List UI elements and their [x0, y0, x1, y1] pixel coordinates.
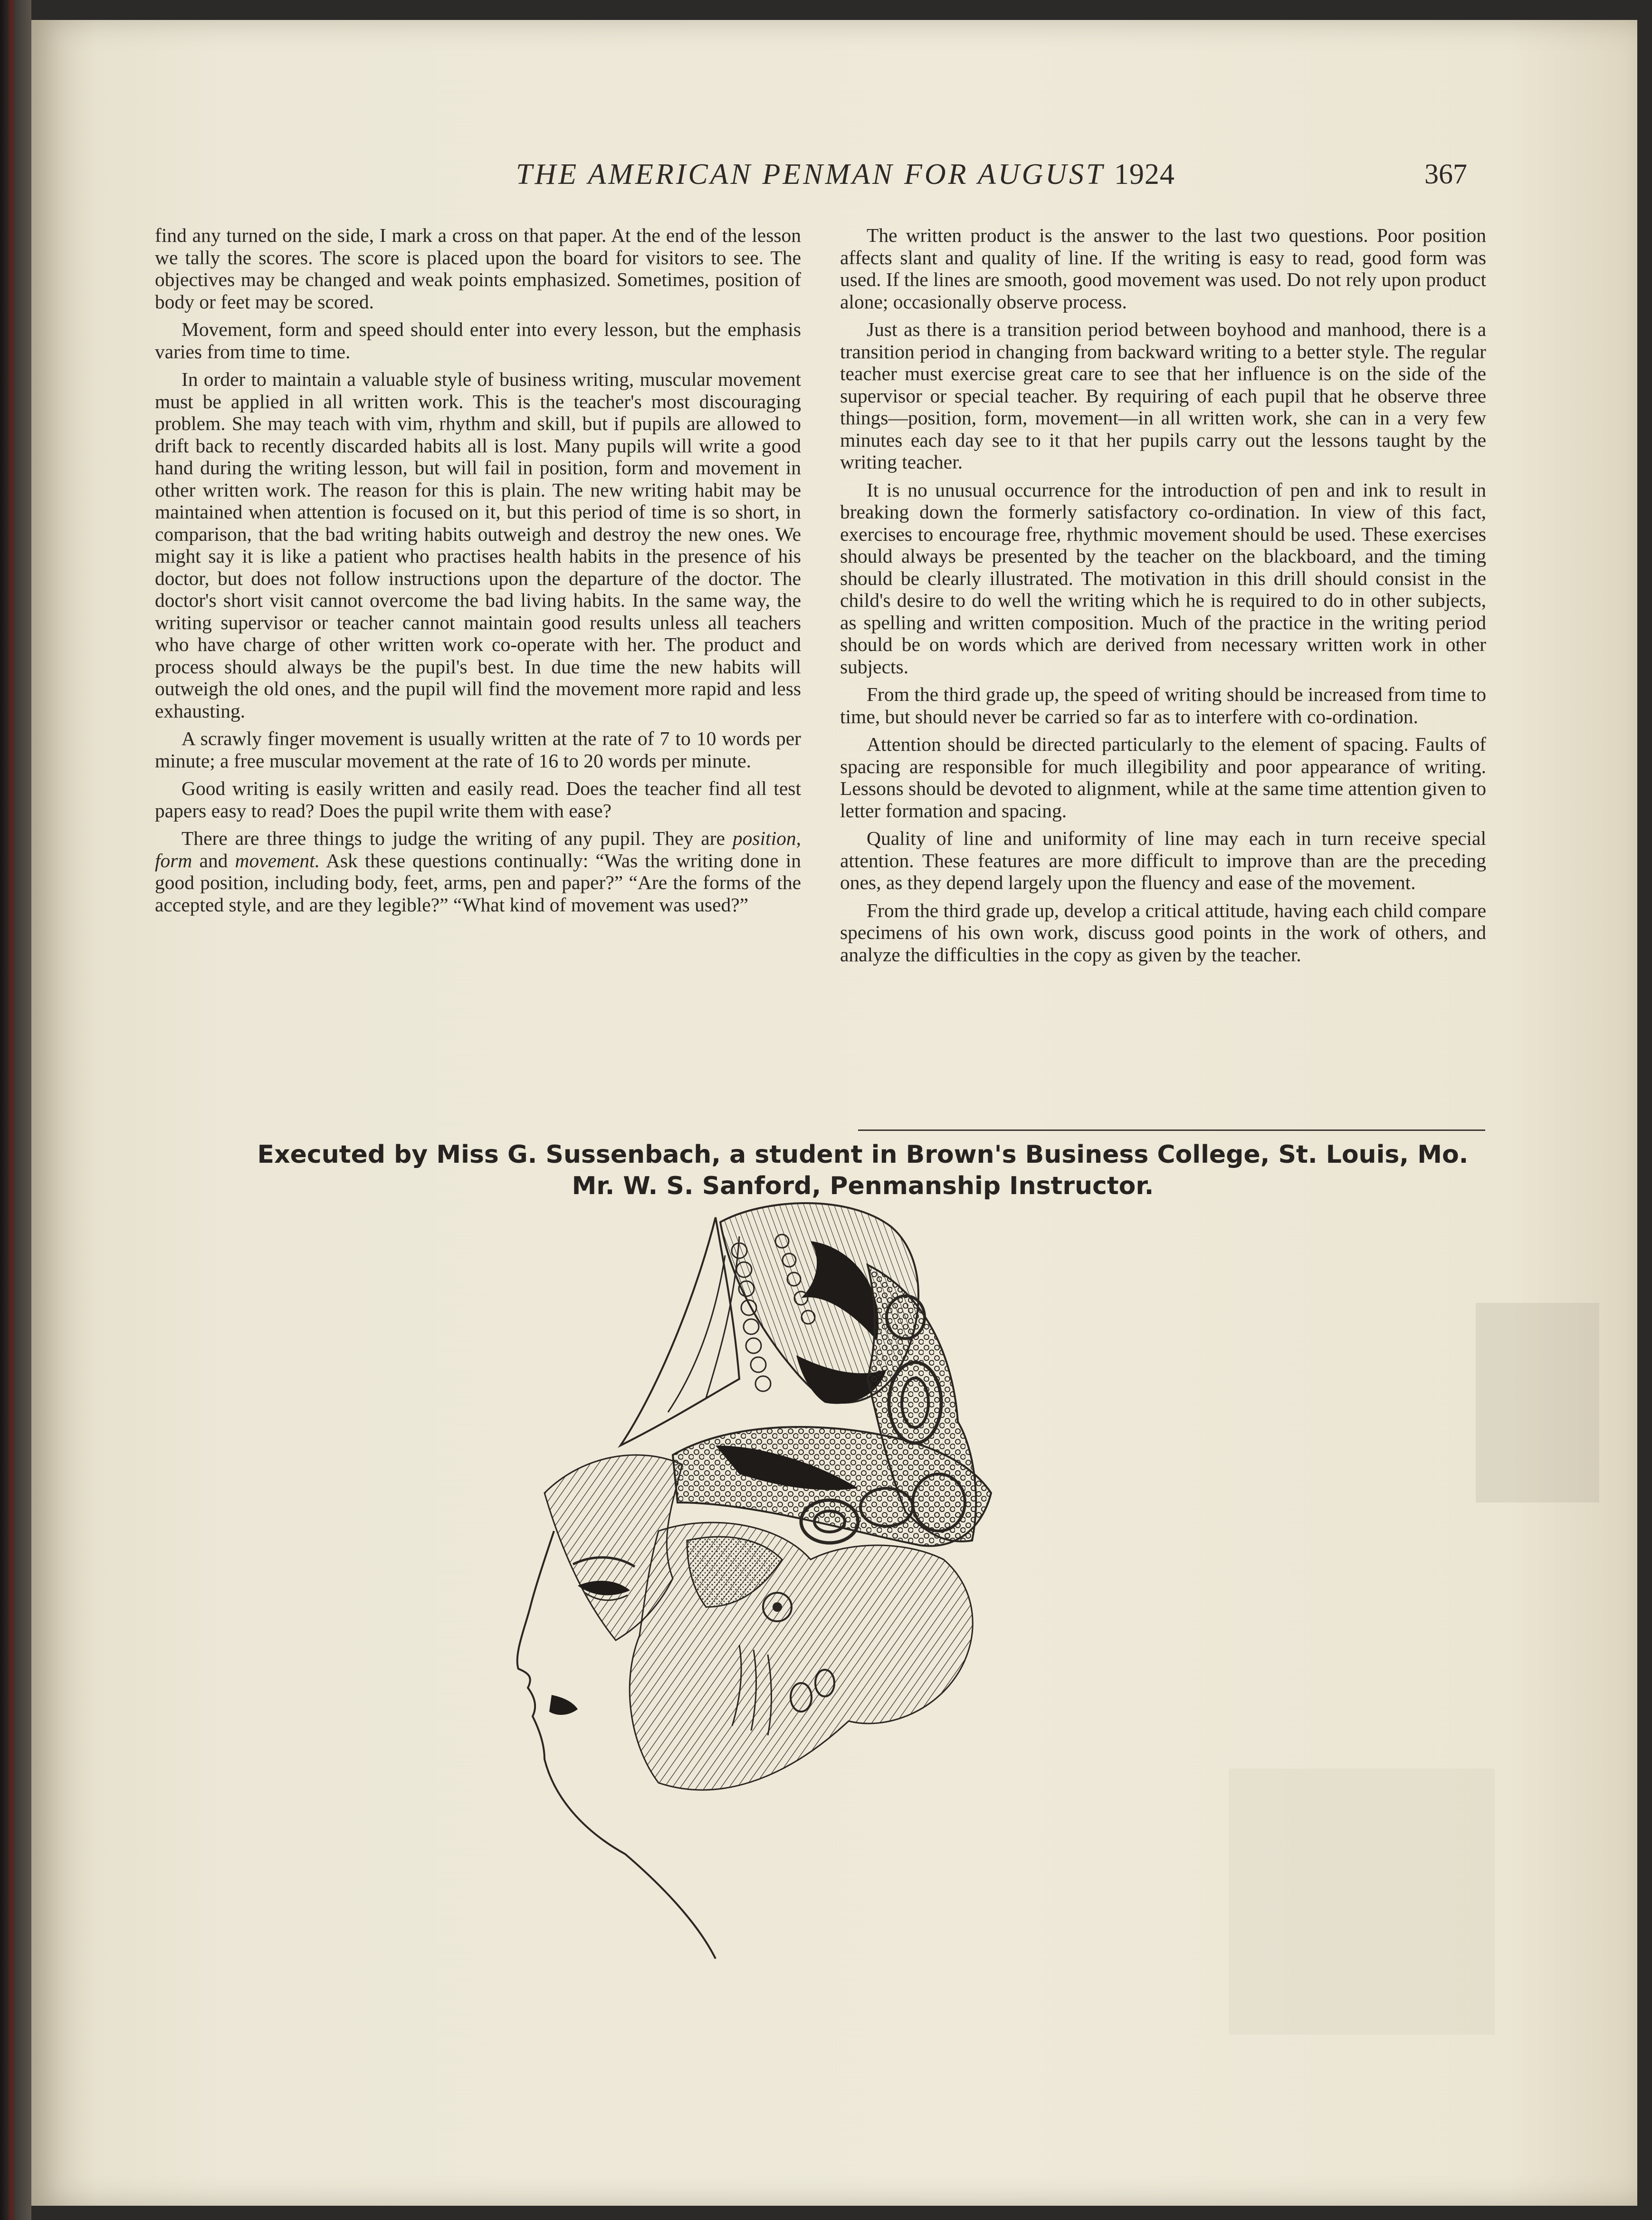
right-column [840, 224, 1486, 971]
paragraph: The written product is the answer to the last two questions. Poor position affects slant and quality of line. If the writing is easy to read, good form was used. If the lines are smooth, good movement was used. Do not rely upon product alone; occasionally observe process. [840, 224, 1486, 313]
magazine-page [31, 20, 1637, 2206]
paragraph: find any turned on the side, I mark a cross on that paper. At the end of the lesson we tally the scores. The score is placed upon the board for visitors to see. The objectives may be changed and weak points emphasized. Sometimes, position of body or feet may be scored. [155, 224, 801, 313]
left-column [155, 224, 801, 921]
paragraph: Attention should be directed particularly to the element of spacing. Faults of spacing are responsible for much illegibility and poor appearance of writing. Lessons should be devoted to alignment, while at the same time attention given to letter formation and spacing. [840, 733, 1486, 822]
criteria-and: and [192, 849, 235, 871]
header-year: 1924 [1114, 158, 1175, 191]
caption-line-1: Executed by Miss G. Sussenbach, a student in Brown's Business College, St. Louis, Mo. [257, 1140, 1469, 1169]
paragraph: In order to maintain a valuable style of business writing, muscular movement must be applied in all written work. This is the teacher's most discouraging problem. She may teach with vim, rhythm and skill, but if pupils are allowed to drift back to recently discarded habits all is lost. Many pupils will write a good hand during the writing lesson, but will fail in position, form and movement in other written work. The reason for this is plain. The new writing habit may be maintained when attention is focused on it, but this period of time is so short, in comparison, that the bad writing habits outweigh and destroy the new ones. We might say it is like a patient who practises health habits in the presence of his doctor, but does not follow instructions upon the departure of the doctor. The doctor's short visit cannot overcome the bad living habits. In the same way, the writing supervisor or teacher cannot maintain good results unless all teachers who have charge of other written work co-operate with her. The product and process should always be the pupil's best. In due time the new habits will outweigh the old ones, and the pupil will find the movement more rapid and less exhausting. [155, 368, 801, 722]
binding-edge [9, 0, 14, 2220]
paragraph: From the third grade up, the speed of writing should be increased from time to time, but should never be carried so far as to interfere with co-ordination. [840, 683, 1486, 727]
page-number: 367 [1424, 158, 1467, 190]
paragraph-criteria [155, 827, 801, 916]
criteria-intro: There are three things to judge the writing of any pupil. They are [181, 827, 733, 849]
header-title-text: THE AMERICAN PENMAN FOR AUGUST [516, 158, 1105, 191]
column-end-rule [858, 1129, 1485, 1131]
running-header [31, 158, 1637, 196]
caption-line-2: Mr. W. S. Sanford, Penmanship Instructor. [572, 1172, 1154, 1200]
illustration-caption [174, 1139, 1552, 1202]
portrait-illustration [516, 1198, 1191, 1987]
paragraph: It is no unusual occurrence for the introduction of pen and ink to result in breaking down the formerly satisfactory co-ordination. In view of this fact, exercises to encourage free, rhythmic movement should be used. These exercises should always be presented by the teacher on the blackboard, and the timing should be clearly illustrated. The motivation in this drill should consist in the child's desire to do well the writing which he is required to do in other subjects, as spelling and written composition. Much of the practice in the writing period should be on words which are derived from necessary written work in other subjects. [840, 478, 1486, 678]
show-through-right [1476, 1303, 1599, 1502]
criteria-emphasis-position-form: position, form [155, 827, 801, 871]
paragraph: Just as there is a transition period between boyhood and manhood, there is a transition period in changing from backward writing to a better style. The regular teacher must exercise great care to see that her influence is on the side of the supervisor or special teacher. By requiring of each pupil that he observe three things—position, form, movement—in all written work, she can in a very few minutes each day see to it that her pupils carry out the lessons taught by the writing teacher. [840, 318, 1486, 473]
criteria-emphasis-movement: movement. [235, 849, 320, 871]
header-title [516, 158, 1229, 191]
show-through-right-text [1229, 1769, 1495, 2035]
paragraph: Good writing is easily written and easily read. Does the teacher find all test papers easy to read? Does the pupil write them with ease? [155, 777, 801, 822]
paragraph: Movement, form and speed should enter into every lesson, but the emphasis varies from time to time. [155, 318, 801, 363]
criteria-questions: Ask these questions continually: “Was the writing done in good position, including body, feet, arms, pen and paper?” “Are the forms of the accepted style, and are they legible?” “What kind of movement was used?” [155, 849, 801, 916]
paragraph: A scrawly finger movement is usually written at the rate of 7 to 10 words per minute; a free muscular movement at the rate of 16 to 20 words per minute. [155, 727, 801, 772]
paragraph: Quality of line and uniformity of line may each in turn receive special attention. These features are more difficult to improve than are the preceding ones, as they depend largely upon the fluency and ease of the movement. [840, 827, 1486, 893]
paragraph: From the third grade up, develop a critical attitude, having each child compare specimens of his own work, discuss good points in the work of others, and analyze the difficulties in the copy as given by the teacher. [840, 899, 1486, 966]
book-binding [0, 0, 31, 2220]
